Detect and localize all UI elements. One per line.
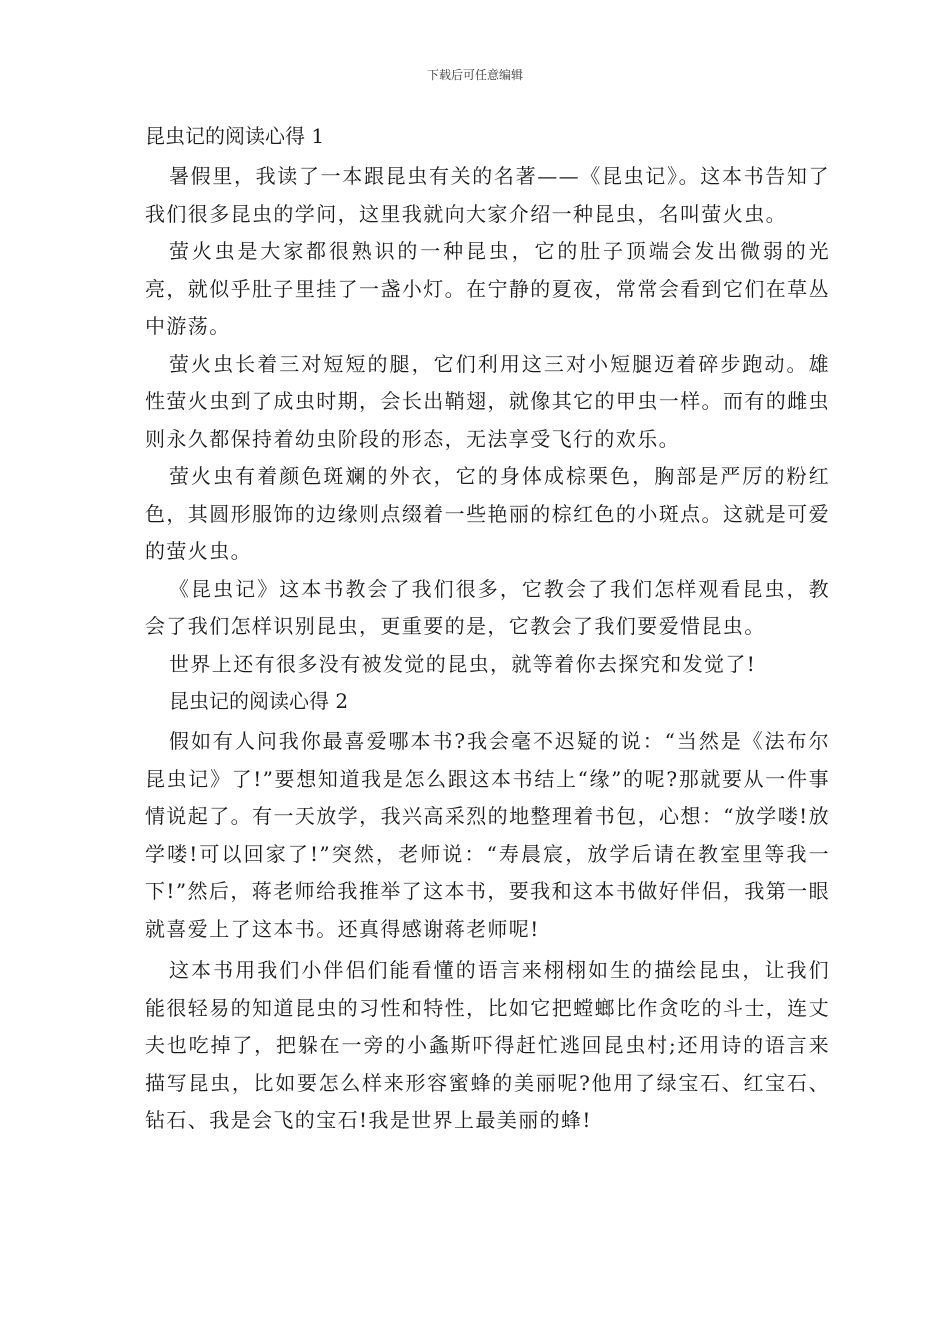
paragraph: 萤火虫长着三对短短的腿，它们利用这三对小短腿迈着碎步跑动。雄性萤火虫到了成虫时期，会长出鞘翅，就像其它的甲虫一样。而有的雌虫则永久都保持着幼虫阶段的形态，无法享受飞行的欢乐。 <box>145 351 830 451</box>
section-2 <box>145 683 830 1140</box>
paragraph: 《昆虫记》这本书教会了我们很多，它教会了我们怎样观看昆虫，教会了我们怎样识别昆虫，更重要的是，它教会了我们要爱惜昆虫。 <box>145 576 830 638</box>
paragraph: 这本书用我们小伴侣们能看懂的语言来栩栩如生的描绘昆虫，让我们能很轻易的知道昆虫的习性和特性，比如它把螳螂比作贪吃的斗士，连丈夫也吃掉了，把躲在一旁的小螽斯吓得赶忙逃回昆虫村;还用诗的语言来描写昆虫，比如要怎么样来形容蜜蜂的美丽呢?他用了绿宝石、红宝石、钻石、我是会飞的宝石!我是世界上最美丽的蜂! <box>145 958 830 1132</box>
section-title: 昆虫记的阅读心得 1 <box>145 124 325 148</box>
section-1 <box>145 118 830 683</box>
paragraph: 世界上还有很多没有被发觉的昆虫，就等着你去探究和发觉了! <box>169 651 757 676</box>
document-body <box>145 118 830 1140</box>
header-note: 下载后可任意编辑 <box>426 68 523 82</box>
paragraph: 萤火虫是大家都很熟识的一种昆虫，它的肚子顶端会发出微弱的光亮，就似乎肚子里挂了一盏小灯。在宁静的夏夜，常常会看到它们在草丛中游荡。 <box>145 239 830 338</box>
paragraph: 暑假里，我读了一本跟昆虫有关的名著——《昆虫记》。这本书告知了我们很多昆虫的学问，这里我就向大家介绍一种昆虫，名叫萤火虫。 <box>145 164 830 226</box>
paragraph: 假如有人问我你最喜爱哪本书?我会毫不迟疑的说：“当然是《法布尔昆虫记》了!”要想知道我是怎么跟这本书结上“缘”的呢?那就要从一件事情说起了。有一天放学，我兴高采烈的地整理着书包，心想：“放学喽!放学喽!可以回家了!”突然，老师说：“寿晨宸，放学后请在教室里等我一下!”然后，蒋老师给我推举了这本书，要我和这本书做好伴侣，我第一眼就喜爱上了这本书。还真得感谢蒋老师呢! <box>145 729 830 941</box>
paragraph: 萤火虫有着颜色斑斓的外衣，它的身体成棕栗色，胸部是严厉的粉红色，其圆形服饰的边缘则点缀着一些艳丽的棕红色的小斑点。这就是可爱的萤火虫。 <box>145 464 830 563</box>
section-title: 昆虫记的阅读心得 2 <box>169 689 349 713</box>
